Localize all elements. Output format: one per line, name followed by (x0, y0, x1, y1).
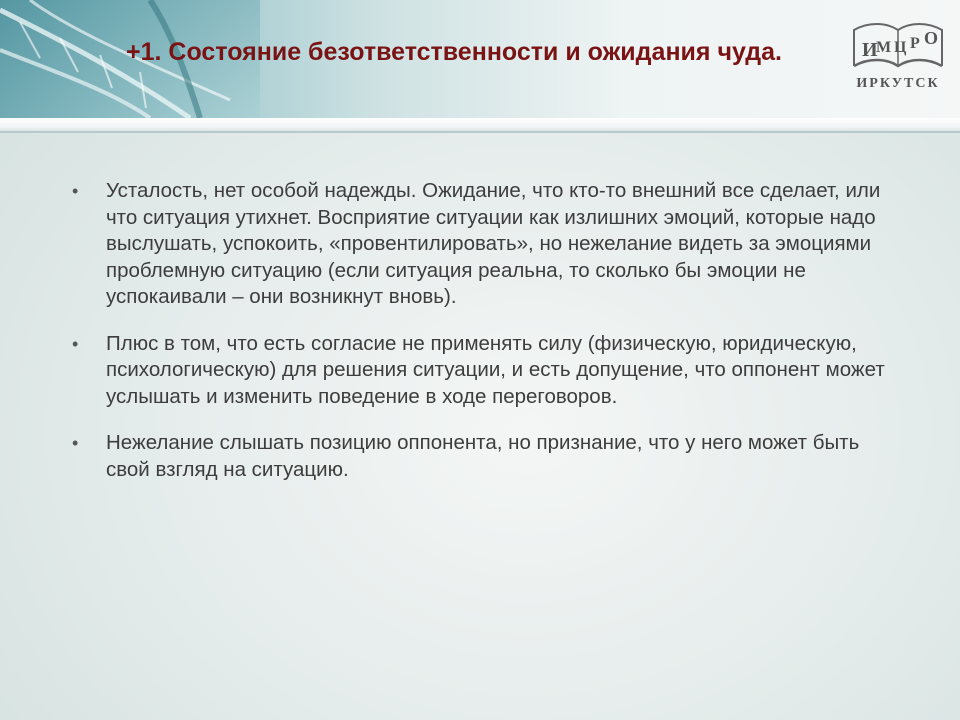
bullet-list (72, 178, 902, 503)
slide-header (0, 0, 960, 118)
logo-letter: О (924, 28, 939, 48)
bullet-dot: • (72, 433, 79, 453)
header-divider-line (0, 131, 960, 133)
bullet-item (72, 331, 902, 411)
bullet-dot: • (72, 333, 79, 354)
bullet-item (72, 178, 902, 311)
logo-city-text: ИРКУТСК (856, 76, 940, 91)
bullet-dot: • (72, 181, 79, 201)
bullet-text: Усталость, нет особой надежды. Ожидание, что кто-то внешний все сделает, или что ситуация утихнет. Восприятие ситуации как излишних эмоций, которые надо выслушать, успокоить, «провентилировать», но нежелание видеть за эмоциями проблемную ситуацию (если ситуация реальна, то сколько бы эмоции не успокаивали – они возникнут вновь). (106, 179, 881, 308)
slide-title: +1. Состояние безответственности и ожидания чуда. (126, 38, 782, 66)
bullet-item (72, 430, 902, 483)
imcro-logo (848, 12, 948, 94)
logo-letter: Ц (894, 39, 907, 56)
book-logo-icon (848, 12, 948, 76)
header-divider-band (0, 118, 960, 132)
logo-letter: И (862, 39, 878, 61)
logo-letter: М (876, 39, 892, 56)
bullet-text: Плюс в том, что есть согласие не применять силу (физическую, юридическую, психологическую) для решения ситуации, и есть допущение, что оппонент может услышать и изменить поведение в ходе переговоров. (106, 331, 885, 408)
logo-letter: Р (910, 35, 920, 52)
bullet-text: Нежелание слышать позицию оппонента, но признание, что у него может быть свой взгляд на ситуацию. (106, 431, 860, 481)
